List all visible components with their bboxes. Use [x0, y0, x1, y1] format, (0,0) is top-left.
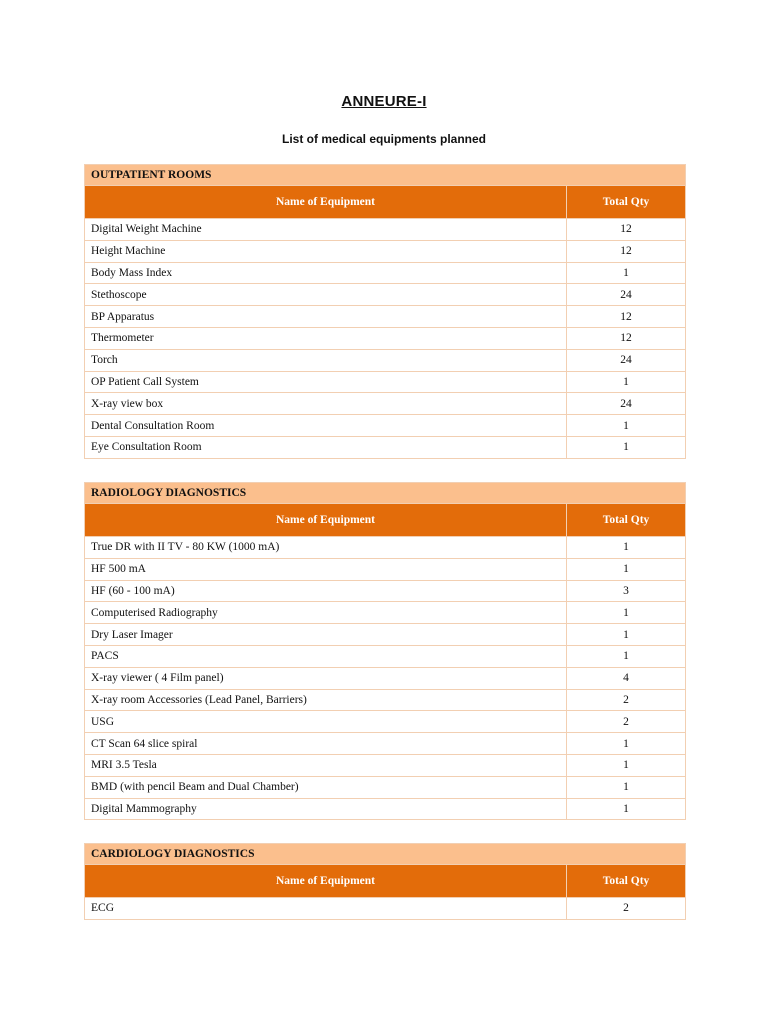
equipment-name: Stethoscope — [85, 284, 567, 306]
equipment-qty: 1 — [567, 415, 686, 437]
equipment-name: PACS — [85, 645, 567, 667]
equipment-name: MRI 3.5 Tesla — [85, 754, 567, 776]
equipment-qty: 24 — [567, 284, 686, 306]
equipment-name: Height Machine — [85, 240, 567, 262]
table-row — [85, 327, 686, 349]
table-outpatient-rooms — [84, 164, 686, 459]
equipment-qty: 2 — [567, 689, 686, 711]
table-row — [85, 711, 686, 733]
document-title: ANNEURE-I — [341, 93, 427, 110]
equipment-qty: 1 — [567, 733, 686, 755]
column-header-qty: Total Qty — [567, 504, 686, 537]
table-row — [85, 306, 686, 328]
document-subtitle: List of medical equipments planned — [281, 132, 487, 146]
equipment-name: Thermometer — [85, 327, 567, 349]
equipment-qty: 1 — [567, 624, 686, 646]
table-row — [85, 667, 686, 689]
column-header-row — [85, 504, 686, 537]
column-header-row — [85, 186, 686, 219]
equipment-name: X-ray view box — [85, 393, 567, 415]
equipment-name: HF (60 - 100 mA) — [85, 580, 567, 602]
table-row — [85, 349, 686, 371]
column-header-qty: Total Qty — [567, 186, 686, 219]
equipment-qty: 12 — [567, 240, 686, 262]
equipment-qty: 1 — [567, 262, 686, 284]
equipment-name: Body Mass Index — [85, 262, 567, 284]
table-row — [85, 624, 686, 646]
table-row — [85, 898, 686, 920]
table-row — [85, 393, 686, 415]
equipment-qty: 12 — [567, 327, 686, 349]
column-header-name: Name of Equipment — [85, 186, 567, 219]
equipment-name: BP Apparatus — [85, 306, 567, 328]
equipment-name: Digital Weight Machine — [85, 219, 567, 241]
section-heading-row — [85, 165, 686, 186]
equipment-name: ECG — [85, 898, 567, 920]
table-row — [85, 580, 686, 602]
equipment-qty: 1 — [567, 754, 686, 776]
equipment-name: Torch — [85, 349, 567, 371]
table-row — [85, 558, 686, 580]
equipment-name: True DR with II TV - 80 KW (1000 mA) — [85, 537, 567, 559]
equipment-name: Eye Consultation Room — [85, 436, 567, 458]
table-row — [85, 733, 686, 755]
equipment-qty: 1 — [567, 537, 686, 559]
equipment-qty: 1 — [567, 776, 686, 798]
table-row — [85, 798, 686, 820]
equipment-name: BMD (with pencil Beam and Dual Chamber) — [85, 776, 567, 798]
equipment-qty: 2 — [567, 711, 686, 733]
equipment-name: USG — [85, 711, 567, 733]
equipment-qty: 1 — [567, 602, 686, 624]
table-radiology-diagnostics — [84, 482, 686, 820]
equipment-name: Dry Laser Imager — [85, 624, 567, 646]
equipment-qty: 12 — [567, 306, 686, 328]
equipment-name: CT Scan 64 slice spiral — [85, 733, 567, 755]
table-row — [85, 415, 686, 437]
table-row — [85, 436, 686, 458]
equipment-qty: 1 — [567, 436, 686, 458]
section-heading: CARDIOLOGY DIAGNOSTICS — [85, 844, 686, 865]
table-row — [85, 240, 686, 262]
equipment-name: HF 500 mA — [85, 558, 567, 580]
equipment-name: Dental Consultation Room — [85, 415, 567, 437]
equipment-name: X-ray room Accessories (Lead Panel, Barriers) — [85, 689, 567, 711]
equipment-name: OP Patient Call System — [85, 371, 567, 393]
column-header-name: Name of Equipment — [85, 504, 567, 537]
equipment-qty: 1 — [567, 798, 686, 820]
equipment-qty: 4 — [567, 667, 686, 689]
column-header-qty: Total Qty — [567, 865, 686, 898]
equipment-name: Computerised Radiography — [85, 602, 567, 624]
table-row — [85, 602, 686, 624]
table-row — [85, 371, 686, 393]
equipment-qty: 24 — [567, 393, 686, 415]
table-row — [85, 284, 686, 306]
table-row — [85, 262, 686, 284]
equipment-qty: 12 — [567, 219, 686, 241]
equipment-qty: 1 — [567, 558, 686, 580]
column-header-row — [85, 865, 686, 898]
table-row — [85, 689, 686, 711]
section-heading-row — [85, 483, 686, 504]
table-row — [85, 754, 686, 776]
table-row — [85, 776, 686, 798]
table-row — [85, 219, 686, 241]
table-row — [85, 537, 686, 559]
equipment-name: X-ray viewer ( 4 Film panel) — [85, 667, 567, 689]
table-row — [85, 645, 686, 667]
equipment-qty: 1 — [567, 371, 686, 393]
column-header-name: Name of Equipment — [85, 865, 567, 898]
section-heading-row — [85, 844, 686, 865]
equipment-qty: 2 — [567, 898, 686, 920]
equipment-name: Digital Mammography — [85, 798, 567, 820]
table-cardiology-diagnostics — [84, 843, 686, 920]
section-heading: RADIOLOGY DIAGNOSTICS — [85, 483, 686, 504]
section-heading: OUTPATIENT ROOMS — [85, 165, 686, 186]
equipment-qty: 24 — [567, 349, 686, 371]
equipment-qty: 3 — [567, 580, 686, 602]
equipment-qty: 1 — [567, 645, 686, 667]
